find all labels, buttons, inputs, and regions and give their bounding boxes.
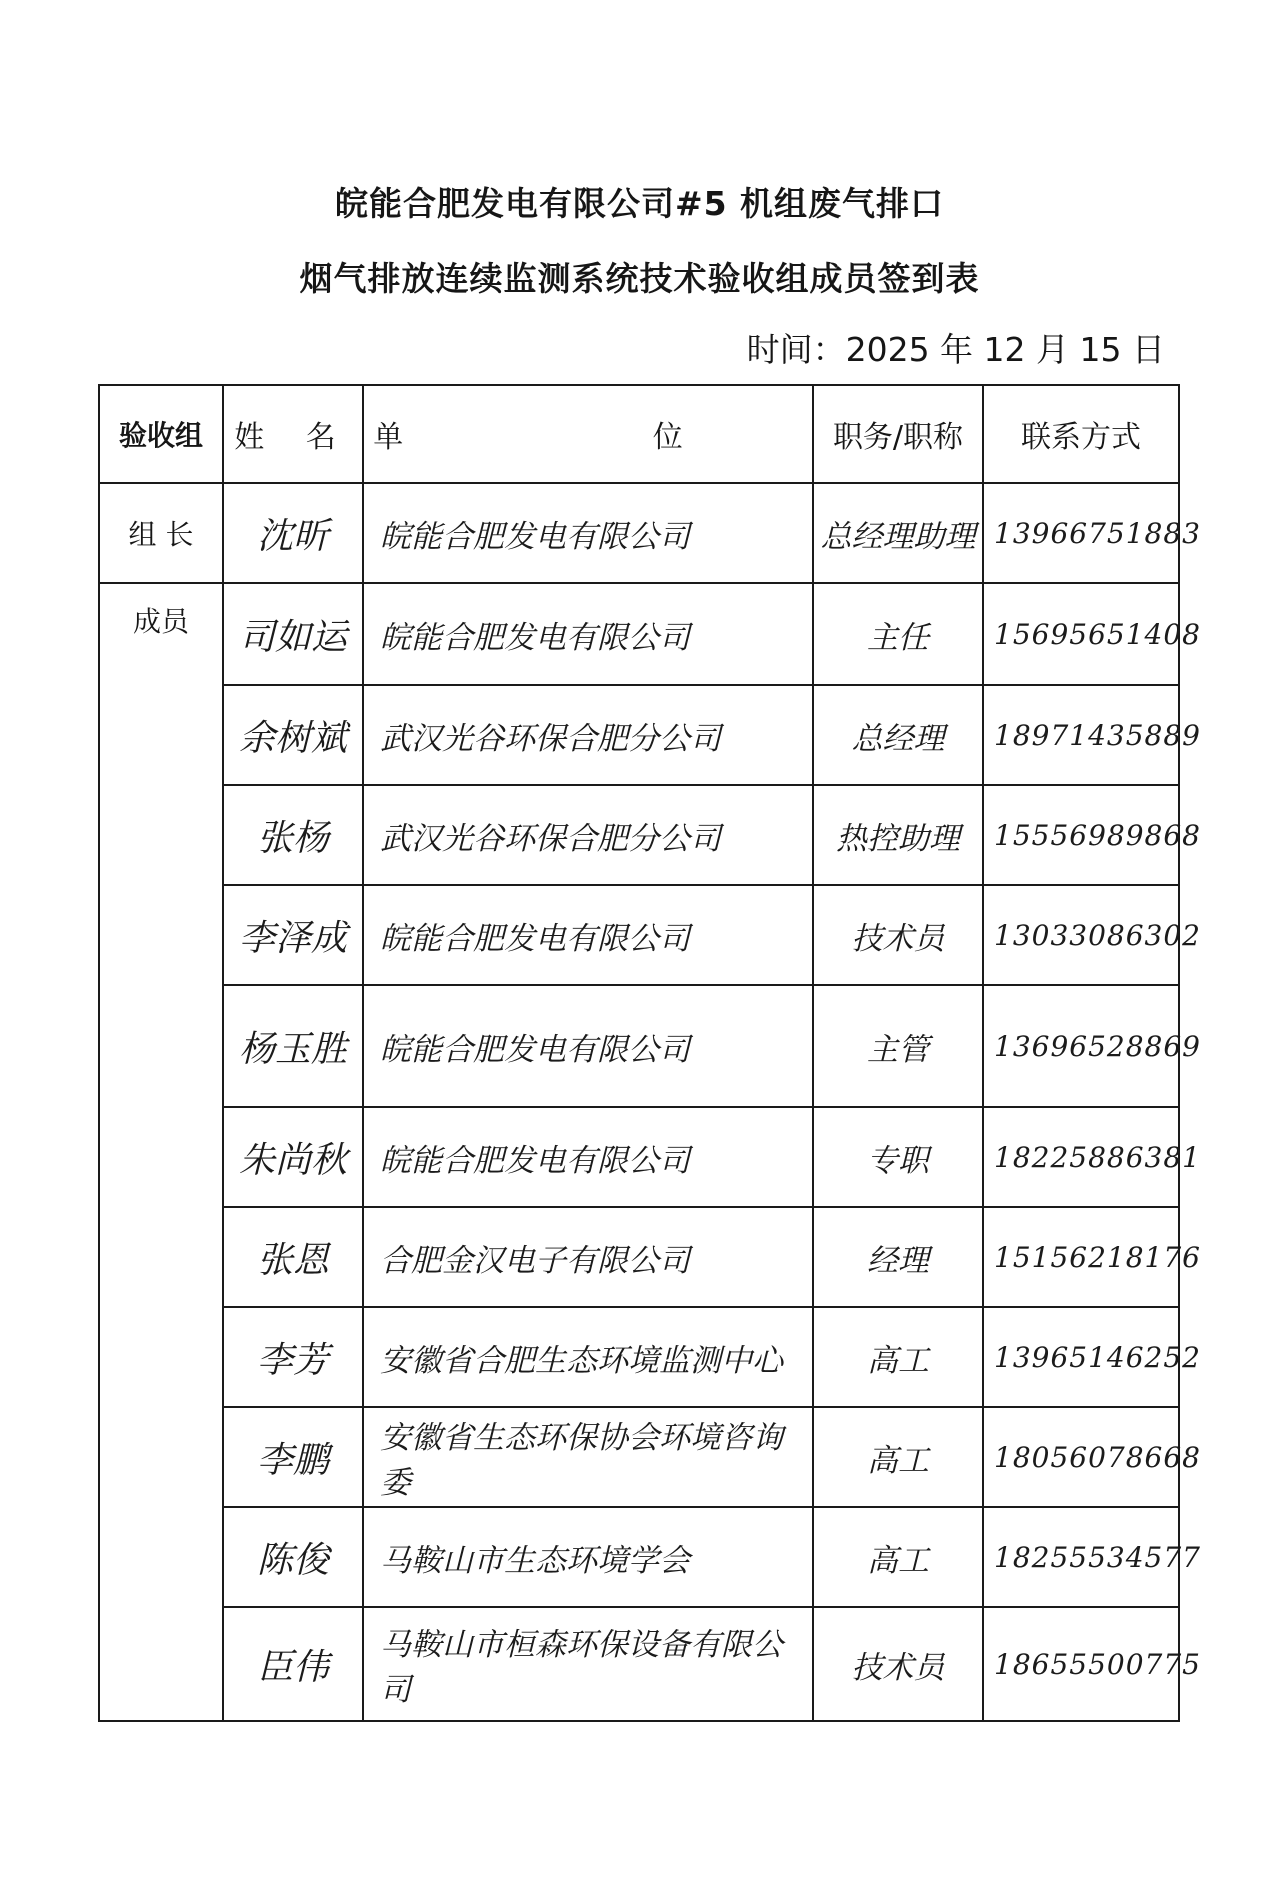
unit-cell: 皖能合肥发电有限公司 <box>363 885 813 985</box>
table-row <box>99 885 1179 985</box>
table-row <box>99 785 1179 885</box>
phone-cell: 13966751883 <box>983 483 1179 583</box>
role-cell: 热控助理 <box>813 785 983 885</box>
unit-cell: 合肥金汉电子有限公司 <box>363 1207 813 1307</box>
signin-table <box>98 384 1201 1722</box>
header-unit: 单 位 <box>363 385 813 483</box>
document-date: 时间：2025 年 12 月 15 日 <box>746 330 1165 369</box>
table-row <box>99 1107 1179 1207</box>
table-row <box>99 1607 1179 1721</box>
phone-cell: 13965146252 <box>983 1307 1179 1407</box>
group-member-label: 成员 <box>99 583 223 1721</box>
phone-cell: 15695651408 <box>983 583 1179 685</box>
phone-cell: 13696528869 <box>983 985 1179 1107</box>
phone-cell: 18056078668 <box>983 1407 1179 1507</box>
table-row <box>99 1407 1179 1507</box>
table-row <box>99 583 1179 685</box>
signature-name: 张杨 <box>223 785 363 885</box>
role-cell: 主任 <box>813 583 983 685</box>
phone-cell: 18971435889 <box>983 685 1179 785</box>
phone-cell: 18655500775 <box>983 1607 1179 1721</box>
signature-name: 陈俊 <box>223 1507 363 1607</box>
role-cell: 技术员 <box>813 1607 983 1721</box>
phone-cell: 15556989868 <box>983 785 1179 885</box>
signature-name: 朱尚秋 <box>223 1107 363 1207</box>
table-row <box>99 1507 1179 1607</box>
signature-name: 余树斌 <box>223 685 363 785</box>
role-cell: 总经理助理 <box>813 483 983 583</box>
role-cell: 技术员 <box>813 885 983 985</box>
unit-cell: 皖能合肥发电有限公司 <box>363 483 813 583</box>
unit-cell: 皖能合肥发电有限公司 <box>363 1107 813 1207</box>
signature-name: 李泽成 <box>223 885 363 985</box>
phone-cell: 18225886381 <box>983 1107 1179 1207</box>
role-cell: 高工 <box>813 1407 983 1507</box>
signature-name: 李芳 <box>223 1307 363 1407</box>
role-cell: 专职 <box>813 1107 983 1207</box>
role-cell: 高工 <box>813 1507 983 1607</box>
table-header-row <box>99 385 1179 483</box>
signature-name: 沈昕 <box>223 483 363 583</box>
role-cell: 主管 <box>813 985 983 1107</box>
unit-cell: 皖能合肥发电有限公司 <box>363 985 813 1107</box>
table-row <box>99 1207 1179 1307</box>
header-name: 姓 名 <box>223 385 363 483</box>
unit-cell: 安徽省生态环保协会环境咨询委 <box>363 1407 813 1507</box>
phone-cell: 15156218176 <box>983 1207 1179 1307</box>
phone-cell: 13033086302 <box>983 885 1179 985</box>
role-cell: 经理 <box>813 1207 983 1307</box>
header-group: 验收组 <box>99 385 223 483</box>
signature-name: 李鹏 <box>223 1407 363 1507</box>
unit-cell: 马鞍山市桓森环保设备有限公司 <box>363 1607 813 1721</box>
role-cell: 总经理 <box>813 685 983 785</box>
document-title-line-2: 烟气排放连续监测系统技术验收组成员签到表 <box>299 259 980 298</box>
unit-cell: 马鞍山市生态环境学会 <box>363 1507 813 1607</box>
table-row <box>99 985 1179 1107</box>
table-row <box>99 1307 1179 1407</box>
header-contact: 联系方式 <box>983 385 1179 483</box>
table-row <box>99 483 1179 583</box>
signature-name: 杨玉胜 <box>223 985 363 1107</box>
unit-cell: 安徽省合肥生态环境监测中心 <box>363 1307 813 1407</box>
signature-name: 司如运 <box>223 583 363 685</box>
table-row <box>99 685 1179 785</box>
unit-cell: 皖能合肥发电有限公司 <box>363 583 813 685</box>
unit-cell: 武汉光谷环保合肥分公司 <box>363 785 813 885</box>
group-leader-label: 组 长 <box>99 483 223 583</box>
unit-cell: 武汉光谷环保合肥分公司 <box>363 685 813 785</box>
header-role: 职务/职称 <box>813 385 983 483</box>
role-cell: 高工 <box>813 1307 983 1407</box>
signature-name: 张恩 <box>223 1207 363 1307</box>
signature-name: 臣伟 <box>223 1607 363 1721</box>
phone-cell: 18255534577 <box>983 1507 1179 1607</box>
document-title-line-1: 皖能合肥发电有限公司#5 机组废气排口 <box>334 184 945 223</box>
